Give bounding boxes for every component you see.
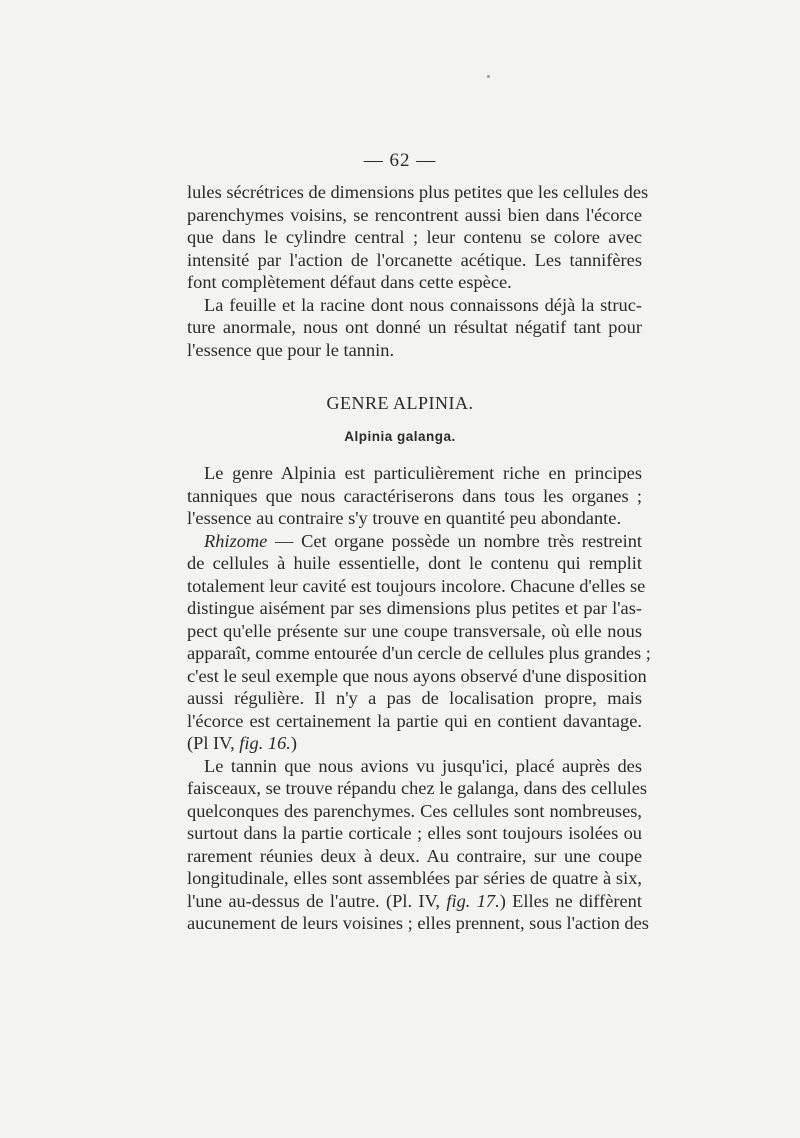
text-line <box>187 530 642 553</box>
top-text-block <box>187 181 649 361</box>
rhizome-label: Rhizome <box>204 530 268 551</box>
text-line: quelconques des parenchymes. Ces cellules sont nombreuses, <box>187 800 642 821</box>
text-fragment: ) Elles ne diffèrent <box>499 890 642 911</box>
text-line: c'est le seul exemple que nous ayons observé d'une disposition <box>187 665 647 686</box>
paragraph-genre-intro <box>187 462 642 530</box>
text-line: Le genre Alpinia est particulièrement riche en principes <box>204 463 642 483</box>
text-line: l'écorce est certainement la partie qui en contient davantage. <box>187 710 642 731</box>
text-line: l'essence au contraire s'y trouve en quantité peu abondante. <box>187 508 622 528</box>
paper-speck <box>487 75 490 78</box>
page-number: — 62 — <box>363 150 437 171</box>
text-line: que dans le cylindre central ; leur contenu se colore avec <box>187 227 642 247</box>
paragraph-rhizome <box>187 530 651 755</box>
figure-reference-line <box>187 732 642 755</box>
paragraph-leaf-root <box>187 294 642 362</box>
text-line: de cellules à huile essentielle, dont le contenu qui remplit <box>187 553 642 573</box>
section-heading: GENRE ALPINIA. <box>326 393 474 413</box>
text-line: longitudinale, elles sont assemblées par séries de quatre à six, <box>187 868 642 888</box>
text-line: aussi régulière. Il n'y a pas de localisation propre, mais <box>187 688 642 708</box>
text-line: totalement leur cavité est toujours incolore. Chacune d'elles se <box>187 575 646 596</box>
text-line: ture anormale, nous ont donné un résultat négatif tant pour <box>187 317 642 337</box>
text-line: aucunement de leurs voisines ; elles prennent, sous l'action des <box>187 913 649 933</box>
figure-reference: fig. 17. <box>446 890 500 911</box>
text-fragment: — Cet organe possède un nombre très restreint <box>267 530 642 551</box>
text-line: pect qu'elle présente sur une coupe transversale, où elle nous <box>187 620 642 641</box>
text-line: Le tannin que nous avions vu jusqu'ici, placé auprès des <box>204 755 642 776</box>
text-line: font complètement défaut dans cette espèce. <box>187 272 512 292</box>
text-line: lules sécrétrices de dimensions plus petites que les cellules des <box>187 182 649 202</box>
text-line: apparaît, comme entourée d'un cercle de cellules plus grandes ; <box>187 643 651 663</box>
text-line: tanniques que nous caractériserons dans tous les organes ; <box>187 485 642 506</box>
text-line: intensité par l'action de l'orcanette acétique. Les tannifères <box>187 249 642 270</box>
main-text-block <box>187 462 651 935</box>
paragraph-tannin <box>187 755 649 935</box>
text-line: l'essence que pour le tannin. <box>187 339 395 360</box>
text-line: rarement réunies deux à deux. Au contraire, sur une coupe <box>187 845 642 866</box>
text-fragment: ) <box>290 733 298 753</box>
text-fragment: (Pl IV, <box>187 733 240 753</box>
figure-reference-line <box>187 890 642 913</box>
text-line: faisceaux, se trouve répandu chez le galanga, dans des cellules <box>187 778 648 798</box>
species-subheading: Alpinia galanga. <box>344 429 456 444</box>
figure-reference: fig. 16. <box>239 733 291 753</box>
text-line: parenchymes voisins, se rencontrent aussi bien dans l'écorce <box>187 204 642 225</box>
text-line: La feuille et la racine dont nous connaissons déjà la struc- <box>204 294 642 315</box>
text-line: surtout dans la partie corticale ; elles sont toujours isolées ou <box>187 823 642 843</box>
text-fragment: l'une au-dessus de l'autre. (Pl. IV, <box>187 890 447 911</box>
text-line: distingue aisément par ses dimensions plus petites et par l'as- <box>187 598 642 618</box>
paragraph-continuation <box>187 181 649 294</box>
